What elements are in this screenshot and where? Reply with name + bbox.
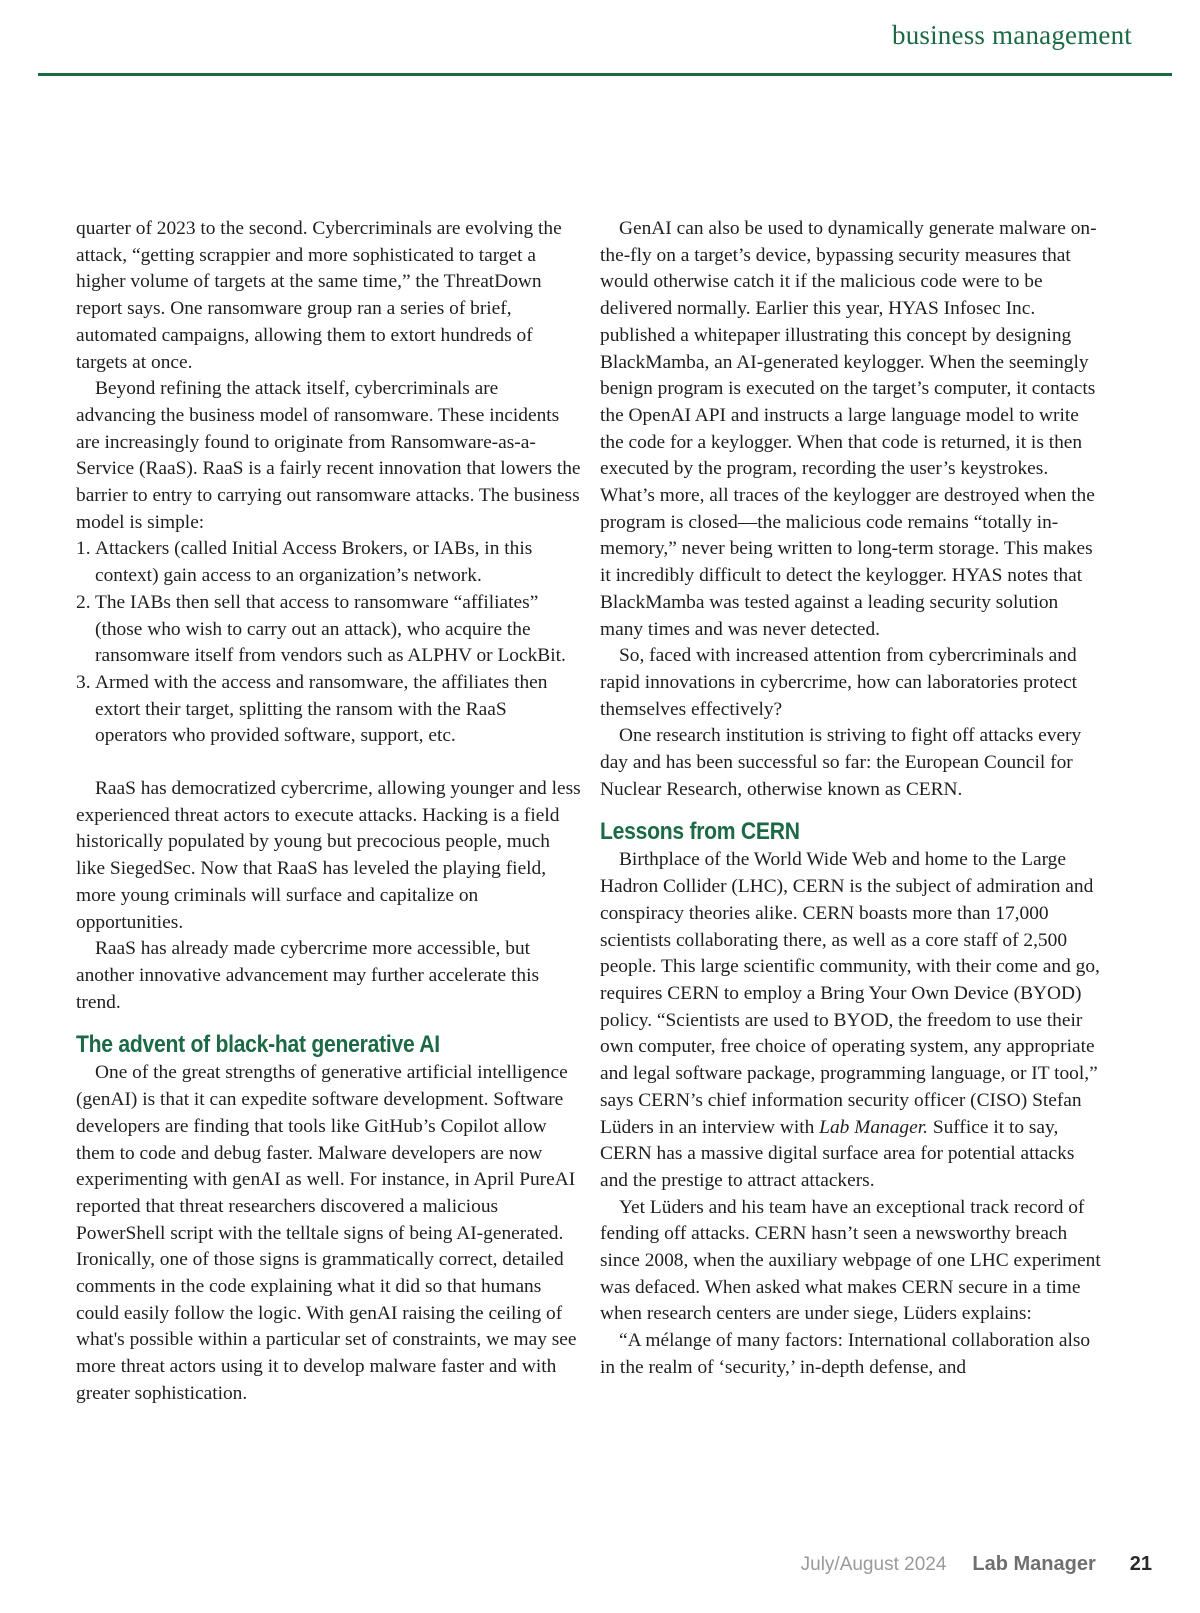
paragraph: “A mélange of many factors: International collaboration also in the realm of ‘security,’ in-depth defense, and: [600, 1330, 1091, 1378]
magazine-name: Lab Manager: [972, 1553, 1096, 1575]
list-number: 2.: [76, 591, 91, 613]
numbered-list: [76, 536, 581, 750]
left-column: [76, 216, 581, 1408]
paragraph: So, faced with increased attention from cybercriminals and rapid innovations in cybercrime, how can laboratories protect themselves effectively?: [600, 645, 1078, 720]
paragraph: quarter of 2023 to the second. Cybercriminals are evolving the attack, “getting scrappier and more sophisticated to target a higher volume of targets at the same time,” the ThreatDown report says. One ransomware group ran a series of brief, automated campaigns, allowing them to extort hundreds of targets at once.: [76, 218, 562, 373]
paragraph: RaaS has democratized cybercrime, allowing younger and less experienced threat actors to execute attacks. Hacking is a field historically populated by young but precocious people, much like SiegedSec. Now that RaaS has leveled the playing field, more young criminals will surface and capitalize on opportunities.: [76, 778, 581, 933]
paragraph-text: Birthplace of the World Wide Web and home to the Large Hadron Collider (LHC), CERN is the subject of admiration and conspiracy theories alike. CERN boasts more than 17,000 scientists collaborating there, as well as a core staff of 2,500 people. This large scientific community, with their come and go, requires CERN to employ a Bring Your Own Device (BYOD) policy. “Scientists are used to BYOD, the freedom to use their own computer, free choice of operating system, any appropriate and legal software package, programming language, or IT tool,” says CERN’s chief information security officer (CISO) Stefan Lüders in an interview with: [600, 849, 1100, 1138]
list-item: [76, 670, 581, 750]
page-number: 21: [1129, 1553, 1152, 1575]
paragraph: RaaS has already made cybercrime more accessible, but another innovative advancement may further accelerate this trend.: [76, 938, 539, 1013]
paragraph: One of the great strengths of generative artificial intelligence (genAI) is that it can expedite software development. Software developers are finding that tools like GitHub’s Copilot allow them to code and debug faster. Malware developers are now experimenting with genAI as well. For instance, in April PureAI reported that threat researchers discovered a malicious PowerShell script with the telltale signs of being AI-generated. Ironically, one of those signs is grammatically correct, detailed comments in the code explaining what it did so that humans could easily follow the logic. With genAI raising the ceiling of what's possible within a particular set of constraints, we may see more threat actors using it to develop malware faster and with greater sophistication.: [76, 1062, 577, 1404]
paragraph: Beyond refining the attack itself, cybercriminals are advancing the business model of ransomware. These incidents are increasingly found to originate from Ransomware-as-a-Service (RaaS). RaaS is a fairly recent innovation that lowers the barrier to entry to carrying out ransomware attacks. The business model is simple:: [76, 378, 581, 533]
list-number: 3.: [76, 671, 91, 693]
list-item: [76, 536, 581, 589]
paragraph: One research institution is striving to fight off attacks every day and has been successful so far: the European Council for Nuclear Research, otherwise known as CERN.: [600, 725, 1082, 800]
list-item: [76, 590, 581, 670]
issue-date: July/August 2024: [800, 1554, 947, 1575]
header-rule: [38, 73, 1172, 76]
page-footer: [801, 1553, 1152, 1576]
paragraph: [600, 847, 1105, 1194]
paragraph-text: Suffice it to say, CERN has a massive digital surface area for potential attacks and the prestige to attract attackers.: [600, 1116, 1075, 1191]
section-label: business management: [892, 20, 1132, 50]
section-heading: The advent of black-hat generative AI: [76, 1031, 440, 1059]
magazine-citation: Lab Manager.: [819, 1116, 928, 1138]
list-number: 1.: [76, 538, 91, 560]
list-text: Armed with the access and ransomware, the affiliates then extort their target, splitting the ransom with the RaaS operators who provided software, support, etc.: [95, 671, 548, 747]
list-text: Attackers (called Initial Access Brokers, or IABs, in this context) gain access to an organization’s network.: [95, 538, 533, 587]
paragraph: GenAI can also be used to dynamically generate malware on-the-fly on a target’s device, bypassing security measures that would otherwise catch it if the malicious code were to be delivered normally. Earlier this year, HYAS Infosec Inc. published a whitepaper illustrating this concept by designing BlackMamba, an AI-generated keylogger. When the seemingly benign program is executed on the target’s computer, it contacts the OpenAI API and instructs a large language model to write the code for a keylogger. When that code is returned, it is then executed by the program, recording the user’s keystrokes. What’s more, all traces of the keylogger are destroyed when the program is closed—the malicious code remains “totally in-memory,” never being written to long-term storage. This makes it incredibly difficult to detect the keylogger. HYAS notes that BlackMamba was tested against a leading security solution many times and was never detected.: [600, 218, 1097, 640]
spacer: [76, 750, 581, 776]
list-text: The IABs then sell that access to ransomware “affiliates” (those who wish to carry out an attack), who acquire the ransomware itself from vendors such as ALPHV or LockBit.: [95, 591, 566, 667]
section-heading: Lessons from CERN: [600, 818, 800, 846]
right-column: [600, 216, 1105, 1382]
paragraph: Yet Lüders and his team have an exceptional track record of fending off attacks. CERN hasn’t seen a newsworthy breach since 2008, when the auxiliary webpage of one LHC experiment was defaced. When asked what makes CERN secure in a time when research centers are under siege, Lüders explains:: [600, 1196, 1101, 1325]
